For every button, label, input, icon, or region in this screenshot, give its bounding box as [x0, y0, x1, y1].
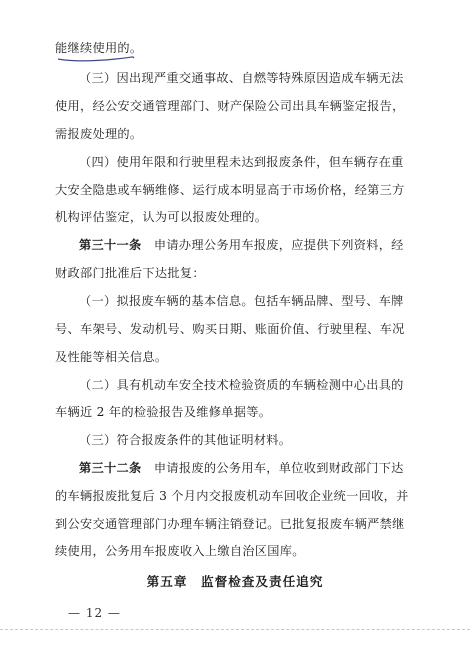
text-line: 的车辆报废批复后 3 个月内交报废机动车回收企业统一回收，并 [55, 489, 409, 503]
text-line: 需报废处理的。 [55, 127, 143, 141]
text-line: 续使用，公务用车报废收入上缴自治区国库。 [55, 544, 305, 558]
article-number: 第三十二条 [79, 461, 142, 475]
text-line: 车辆近 2 年的检验报告及维修单据等。 [55, 405, 272, 419]
text-line: 大安全隐患或车辆维修、运行成本明显高于市场价格，经第三方 [55, 183, 405, 197]
text-line: 机构评估鉴定，认为可以报废处理的。 [55, 210, 268, 224]
text-line: 能继续使用的。 [55, 41, 143, 55]
text-line: 使用，经公安交通管理部门、财产保险公司出具车辆鉴定报告， [55, 99, 405, 113]
page-divider [0, 629, 470, 630]
chapter-heading: 第五章 监督检查及责任追究 [146, 574, 324, 589]
text-line: 财政部门批准后下达批复： [55, 266, 205, 280]
text-line: 到公安交通管理部门办理车辆注销登记。已批复报废车辆严禁继 [55, 517, 405, 531]
text-line: （三）符合报废条件的其他证明材料。 [79, 433, 292, 447]
article-31-line: 第三十一条 申请办理公务用车报废，应提供下列资料，经 [79, 238, 404, 252]
text-line: （三）因出现严重交通事故、自燃等特殊原因造成车辆无法 [79, 71, 404, 85]
text-line: （一）拟报废车辆的基本信息。包括车辆品牌、型号、车牌 [79, 294, 404, 308]
page-number: — 12 — [68, 606, 121, 620]
text-line: 号、车架号、发动机号、购买日期、账面价值、行驶里程、车况 [55, 322, 405, 336]
text-line: （四）使用年限和行驶里程未达到报废条件，但车辆存在重 [79, 155, 404, 169]
text-line: 及性能等相关信息。 [55, 350, 168, 364]
text-line: （二）具有机动车安全技术检验资质的车辆检测中心出具的 [79, 378, 404, 392]
article-32-line: 第三十二条 申请报废的公务用车，单位收到财政部门下达 [79, 461, 404, 475]
article-number: 第三十一条 [79, 238, 142, 252]
pen-underline-mark [56, 53, 136, 65]
